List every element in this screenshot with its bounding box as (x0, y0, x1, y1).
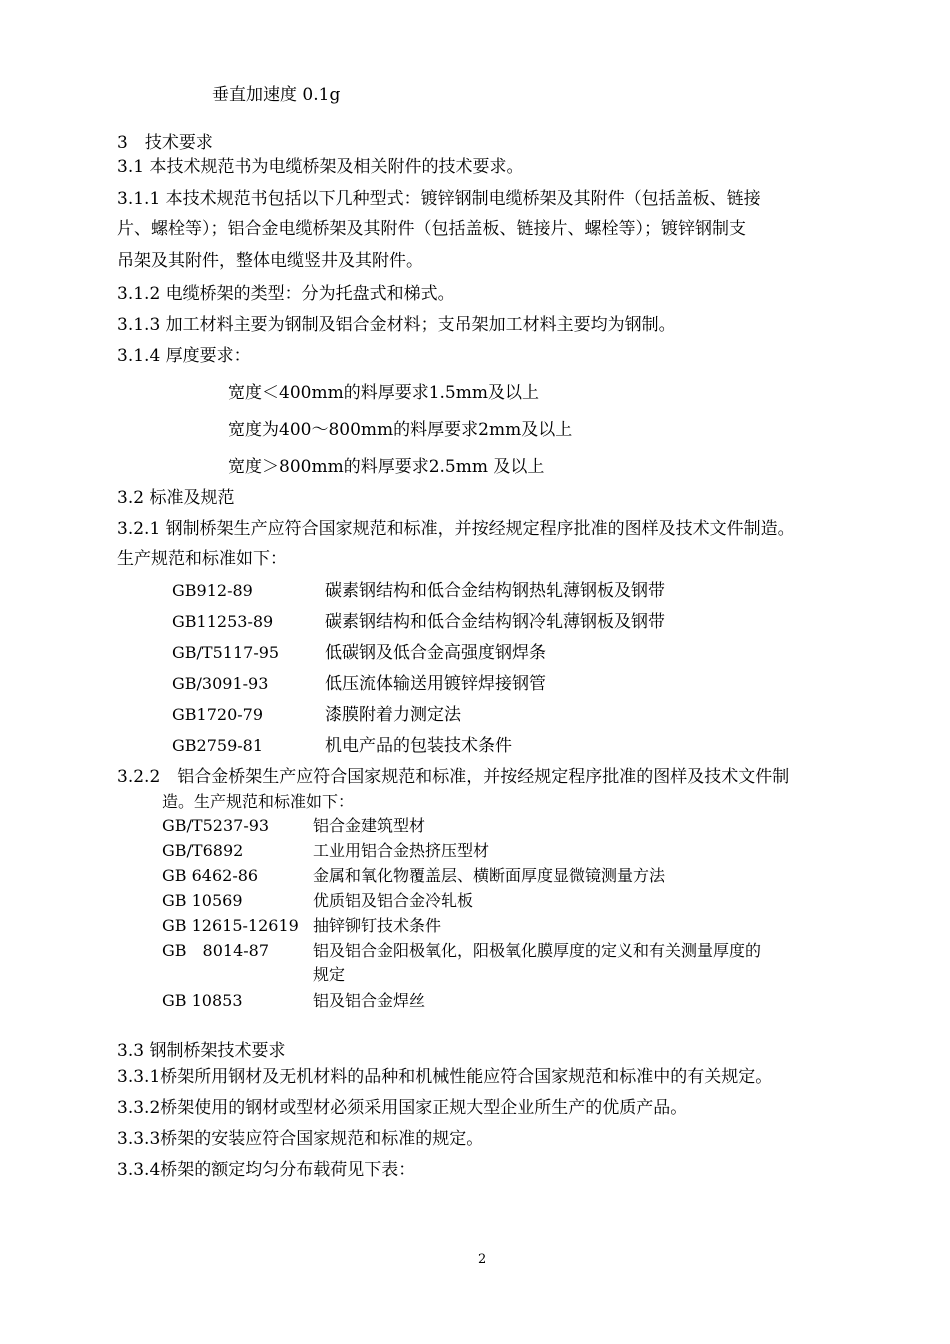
section-3-1-1-line1: 3.1.1 本技术规范书包括以下几种型式：镀锌钢制电缆桥架及其附件（包括盖板、链接 (117, 189, 761, 209)
standard-code: GB/T6892 (162, 841, 244, 860)
standard-title: 铝合金建筑型材 (313, 816, 426, 835)
standard-title: 碳素钢结构和低合金结构钢冷轧薄钢板及钢带 (325, 612, 665, 632)
section-3-1-2: 3.1.2 电缆桥架的类型：分为托盘式和梯式。 (117, 284, 455, 304)
section-3-3-3: 3.3.3桥架的安装应符合国家规范和标准的规定。 (117, 1129, 484, 1149)
section-3-3-heading: 3.3 钢制桥架技术要求 (117, 1041, 286, 1061)
standard-code: GB11253-89 (172, 612, 274, 631)
standard-title: 铝及铝合金阳极氧化，阳极氧化膜厚度的定义和有关测量厚度的 (313, 941, 762, 960)
standard-code: GB 6462-86 (162, 866, 259, 885)
standard-code: GB 8014-87 (162, 941, 270, 960)
standard-code: GB 10853 (162, 991, 243, 1010)
section-3-1: 3.1 本技术规范书为电缆桥架及相关附件的技术要求。 (117, 157, 524, 177)
section-3-2-2-line1: 3.2.2 铝合金桥架生产应符合国家规范和标准，并按经规定程序批准的图样及技术文件制 (117, 767, 790, 787)
page-number: 2 (478, 1252, 487, 1267)
thickness-requirement-2: 宽度为400～800mm的料厚要求2mm及以上 (228, 420, 573, 440)
section-3-2-2-line2: 造。生产规范和标准如下： (162, 792, 355, 811)
section-3-2-1-line2: 生产规范和标准如下： (117, 549, 287, 569)
standard-title: 优质铝及铝合金冷轧板 (313, 891, 474, 910)
standard-title: 铝及铝合金焊丝 (313, 991, 426, 1010)
section-3-2-1-line1: 3.2.1 钢制桥架生产应符合国家规范和标准，并按经规定程序批准的图样及技术文件制造。 (117, 519, 795, 539)
standard-code: GB1720-79 (172, 705, 264, 724)
standard-title-continued: 规定 (313, 965, 346, 984)
standard-code: GB912-89 (172, 581, 253, 600)
section-3-1-4: 3.1.4 厚度要求： (117, 346, 251, 366)
standard-code: GB 12615-12619 (162, 916, 299, 935)
standard-code: GB/T5237-93 (162, 816, 270, 835)
section-3-1-1-line2: 片、螺栓等）；铝合金电缆桥架及其附件（包括盖板、链接片、螺栓等）；镀锌钢制支 (117, 219, 746, 239)
section-3-3-1: 3.3.1桥架所用钢材及无机材料的品种和机械性能应符合国家规范和标准中的有关规定。 (117, 1067, 773, 1087)
standard-code: GB/3091-93 (172, 674, 269, 693)
section-3-3-2: 3.3.2桥架使用的钢材或型材必须采用国家正规大型企业所生产的优质产品。 (117, 1098, 688, 1118)
standard-title: 低碳钢及低合金高强度钢焊条 (325, 643, 546, 663)
standard-title: 机电产品的包装技术条件 (325, 736, 512, 756)
vertical-acceleration: 垂直加速度 0.1g (212, 85, 341, 105)
standard-code: GB/T5117-95 (172, 643, 280, 662)
standard-title: 低压流体输送用镀锌焊接钢管 (325, 674, 546, 694)
standard-title: 碳素钢结构和低合金结构钢热轧薄钢板及钢带 (325, 581, 665, 601)
standard-code: GB 10569 (162, 891, 243, 910)
standard-code: GB2759-81 (172, 736, 264, 755)
section-3-heading: 3 技术要求 (117, 133, 213, 153)
thickness-requirement-3: 宽度＞800mm的料厚要求2.5mm 及以上 (228, 457, 545, 477)
thickness-requirement-1: 宽度＜400mm的料厚要求1.5mm及以上 (228, 383, 539, 403)
standard-title: 金属和氧化物覆盖层、横断面厚度显微镜测量方法 (313, 866, 666, 885)
standard-title: 漆膜附着力测定法 (325, 705, 461, 725)
standard-title: 抽锌铆钉技术条件 (313, 916, 442, 935)
section-3-3-4: 3.3.4桥架的额定均匀分布载荷见下表： (117, 1160, 416, 1180)
section-3-1-1-line3: 吊架及其附件，整体电缆竖井及其附件。 (117, 251, 423, 271)
standard-title: 工业用铝合金热挤压型材 (313, 841, 490, 860)
section-3-1-3: 3.1.3 加工材料主要为钢制及铝合金材料；支吊架加工材料主要均为钢制。 (117, 315, 676, 335)
section-3-2-heading: 3.2 标准及规范 (117, 488, 235, 508)
